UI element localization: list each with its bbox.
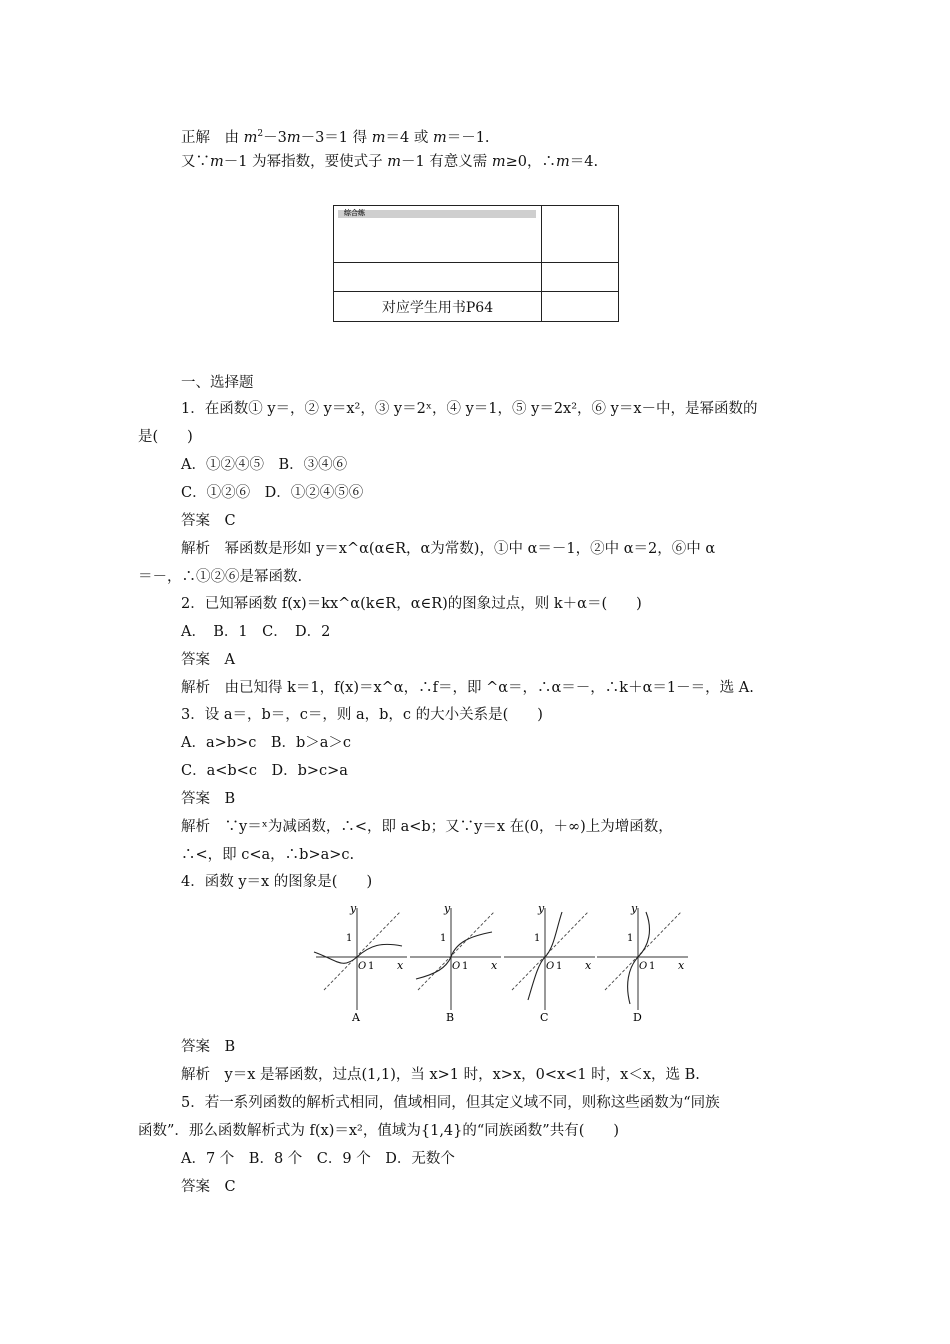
q3-stem: 3．设 a＝，b＝，c＝，则 a，b，c 的大小关系是( ) — [181, 707, 543, 723]
tick-label-x: 1 — [368, 961, 375, 972]
label-zhengjie: 正解 — [181, 130, 210, 146]
tick-label-x: 1 — [556, 961, 563, 972]
q2-stem: 2．已知幂函数 f(x)＝kx^α(k∈R，α∈R)的图象过点，则 k＋α＝( ) — [181, 596, 642, 612]
q3-analysis-cont: ∴<，即 c<a，∴b>a>c. — [181, 847, 355, 863]
axis-label-x: x — [585, 959, 592, 972]
graph-a — [312, 900, 412, 1025]
graph-label: D — [633, 1011, 642, 1024]
var: m — [243, 130, 258, 146]
tick-label-x: 1 — [649, 961, 656, 972]
q5-answer: 答案 C — [181, 1179, 236, 1195]
q2-options: A． B．1 C． D．2 — [181, 624, 331, 640]
var: m — [432, 130, 447, 146]
section-header-table — [333, 205, 619, 322]
q3-analysis: 解析 ∵y＝ˣ为减函数，∴<，即 a<b；又∵y＝x 在(0，＋∞)上为增函数， — [181, 819, 673, 835]
q5-options: A．7 个 B．8 个 C．9 个 D．无数个 — [181, 1151, 455, 1167]
tick-label-y: 1 — [346, 933, 353, 944]
axis-label-x: x — [491, 959, 498, 972]
text: ＝－1. — [446, 130, 490, 146]
axis-label-x: x — [678, 959, 685, 972]
var: m — [387, 154, 401, 170]
q5-stem: 5．若一系列函数的解析式相同，值域相同，但其定义域不同，则称这些函数为“同族 — [181, 1095, 720, 1111]
tick-label-y: 1 — [440, 933, 447, 944]
sup: 2 — [257, 129, 264, 139]
origin-label: O — [639, 961, 648, 972]
header-banner-cell — [334, 206, 542, 263]
q1-answer: 答案 C — [181, 513, 236, 529]
graph-label: B — [446, 1011, 455, 1024]
q1-stem-cont: 是( ) — [138, 429, 193, 445]
text: ＝4. — [569, 154, 599, 170]
q1-analysis: 解析 幂函数是形如 y＝x^α(α∈R，α为常数)，①中 α＝－1，②中 α＝2，⑥中 α — [181, 541, 716, 557]
axis-label-y: y — [538, 902, 545, 915]
q3-options-cd: C．a<b<c D．b>c>a — [181, 763, 348, 779]
tick-label-x: 1 — [462, 961, 469, 972]
reference-line — [418, 912, 494, 990]
banner-bar — [338, 210, 536, 218]
graph-label: C — [540, 1011, 549, 1024]
axis-label-y: y — [350, 902, 357, 915]
q4-answer: 答案 B — [181, 1039, 236, 1055]
header-empty-cell — [542, 206, 619, 263]
q4-stem: 4．函数 y＝x 的图象是( ) — [181, 874, 373, 890]
axis-label-x: x — [397, 959, 404, 972]
q1-stem: 1．在函数① y＝，② y＝x²，③ y＝2ˣ，④ y＝1，⑤ y＝2x²，⑥ y＝x－中，是幂函数的 — [181, 401, 758, 417]
origin-label: O — [546, 961, 555, 972]
graph-b — [406, 900, 506, 1025]
origin-label: O — [452, 961, 461, 972]
q2-analysis: 解析 由已知得 k＝1，f(x)＝x^α，∴f＝，即 ^α＝，∴α＝－，∴k＋α＝1－＝，选 A. — [181, 680, 754, 696]
q3-options-ab: A．a>b>c B．b＞a＞c — [181, 735, 352, 751]
text: 由 — [224, 130, 244, 146]
q3-answer: 答案 B — [181, 791, 236, 807]
header-empty-cell — [542, 263, 619, 292]
intro-line-2 — [181, 152, 598, 172]
header-empty-cell — [334, 263, 542, 292]
text: ≥0，∴ — [505, 154, 557, 170]
graph-label: A — [352, 1011, 360, 1024]
var: m — [556, 154, 570, 170]
book-ref: 对应学生用书P64 — [334, 292, 542, 322]
q2-answer: 答案 A — [181, 652, 235, 668]
var: m — [210, 154, 224, 170]
function-curve — [628, 912, 650, 1004]
q5-stem-cont: 函数”．那么函数解析式为 f(x)＝x²，值域为{1,4}的“同族函数”共有( ) — [138, 1123, 620, 1139]
var: m — [286, 130, 301, 146]
axis-label-y: y — [631, 902, 638, 915]
header-empty-cell — [542, 292, 619, 322]
text: 又∵ — [181, 154, 210, 170]
tick-label-y: 1 — [534, 933, 541, 944]
graph-d — [593, 900, 693, 1025]
var: m — [491, 154, 506, 170]
axis-label-y: y — [444, 902, 451, 915]
text: －3 — [263, 130, 287, 146]
tick-label-y: 1 — [627, 933, 634, 944]
graph-c — [500, 900, 600, 1025]
reference-line — [324, 912, 400, 990]
q1-options-cd: C．①②⑥ D．①②④⑤⑥ — [181, 485, 364, 501]
text: －1 为幂指数，要使式子 — [223, 154, 388, 170]
q4-analysis: 解析 y＝x 是幂函数，过点(1,1)，当 x>1 时，x>x，0<x<1 时，x＜x，选 B. — [181, 1067, 700, 1083]
section-title: 一、选择题 — [181, 375, 254, 391]
text: ＝4 或 — [385, 130, 433, 146]
text: －3＝1 得 — [300, 130, 372, 146]
banner-label: 综合练 — [344, 209, 365, 217]
intro-line-1 — [181, 124, 490, 148]
text: －1 有意义需 — [400, 154, 492, 170]
q1-analysis-cont: ＝－，∴①②⑥是幂函数. — [138, 569, 303, 585]
var: m — [371, 130, 386, 146]
q1-options-ab: A．①②④⑤ B．③④⑥ — [181, 457, 348, 473]
origin-label: O — [358, 961, 367, 972]
